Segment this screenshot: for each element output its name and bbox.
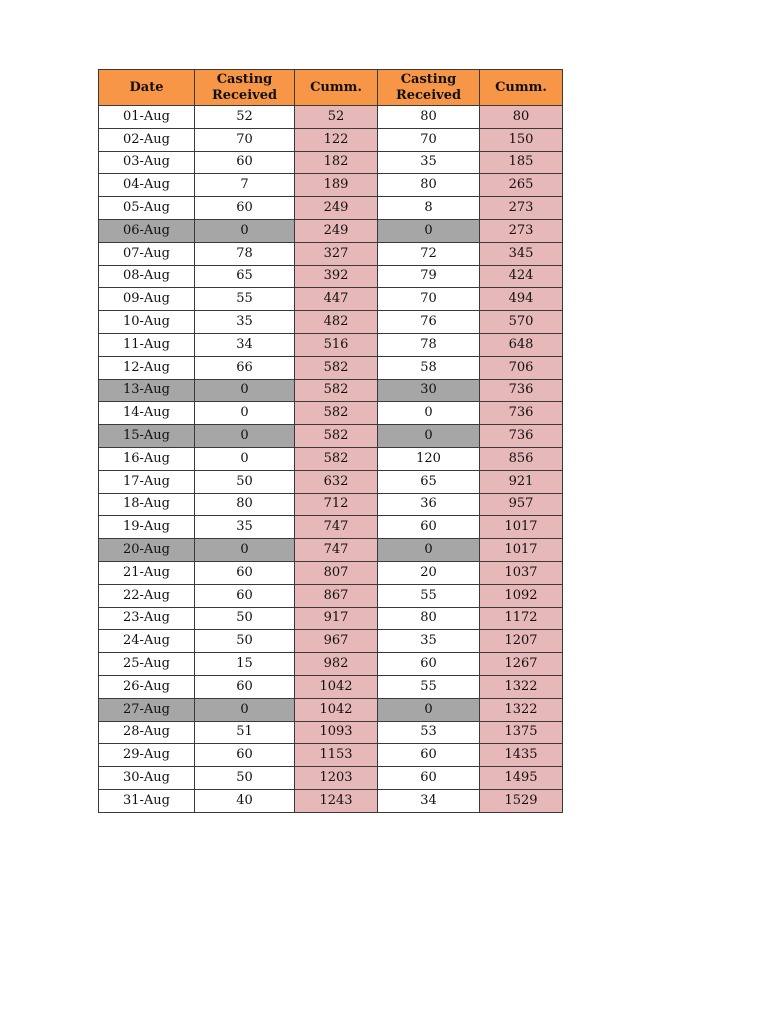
cell-cumulative-1[interactable]: 482 bbox=[295, 311, 378, 334]
cell-casting-received-1[interactable]: 7 bbox=[195, 174, 295, 197]
cell-cumulative-1[interactable]: 1153 bbox=[295, 744, 378, 767]
table-row bbox=[99, 219, 563, 242]
cell-casting-received-2[interactable]: 0 bbox=[378, 425, 480, 448]
cell-cumulative-2[interactable]: 1267 bbox=[480, 653, 563, 676]
cell-date[interactable]: 23-Aug bbox=[99, 607, 195, 630]
cell-cumulative-2[interactable]: 856 bbox=[480, 447, 563, 470]
cell-date[interactable]: 11-Aug bbox=[99, 333, 195, 356]
cell-casting-received-1[interactable]: 15 bbox=[195, 653, 295, 676]
cell-casting-received-1[interactable]: 0 bbox=[195, 698, 295, 721]
cell-casting-received-2[interactable]: 0 bbox=[378, 402, 480, 425]
cell-cumulative-2[interactable]: 1037 bbox=[480, 561, 563, 584]
cell-date[interactable]: 17-Aug bbox=[99, 470, 195, 493]
cell-cumulative-2[interactable]: 1495 bbox=[480, 767, 563, 790]
cell-cumulative-2[interactable]: 648 bbox=[480, 333, 563, 356]
table-row bbox=[99, 242, 563, 265]
cell-casting-received-1[interactable]: 50 bbox=[195, 470, 295, 493]
cell-cumulative-2[interactable]: 1375 bbox=[480, 721, 563, 744]
cell-cumulative-1[interactable]: 807 bbox=[295, 561, 378, 584]
cell-date[interactable]: 01-Aug bbox=[99, 106, 195, 129]
cell-casting-received-2[interactable]: 80 bbox=[378, 106, 480, 129]
cell-cumulative-1[interactable]: 582 bbox=[295, 379, 378, 402]
casting-received-table bbox=[98, 69, 563, 813]
cell-casting-received-1[interactable]: 66 bbox=[195, 356, 295, 379]
cell-casting-received-2[interactable]: 60 bbox=[378, 767, 480, 790]
table-row bbox=[99, 698, 563, 721]
cell-date[interactable]: 07-Aug bbox=[99, 242, 195, 265]
table-row bbox=[99, 197, 563, 220]
cell-cumulative-2[interactable]: 150 bbox=[480, 128, 563, 151]
cell-cumulative-1[interactable]: 982 bbox=[295, 653, 378, 676]
header-date[interactable]: Date bbox=[99, 70, 195, 106]
cell-casting-received-2[interactable]: 70 bbox=[378, 288, 480, 311]
cell-casting-received-2[interactable]: 20 bbox=[378, 561, 480, 584]
cell-cumulative-1[interactable]: 712 bbox=[295, 493, 378, 516]
cell-cumulative-2[interactable]: 424 bbox=[480, 265, 563, 288]
cell-casting-received-2[interactable]: 36 bbox=[378, 493, 480, 516]
cell-cumulative-2[interactable]: 736 bbox=[480, 402, 563, 425]
cell-casting-received-2[interactable]: 58 bbox=[378, 356, 480, 379]
cell-casting-received-2[interactable]: 0 bbox=[378, 539, 480, 562]
cell-date[interactable]: 27-Aug bbox=[99, 698, 195, 721]
table-row bbox=[99, 561, 563, 584]
cell-casting-received-1[interactable]: 50 bbox=[195, 767, 295, 790]
cell-cumulative-2[interactable]: 1207 bbox=[480, 630, 563, 653]
table-row bbox=[99, 379, 563, 402]
cell-date[interactable]: 20-Aug bbox=[99, 539, 195, 562]
cell-date[interactable]: 10-Aug bbox=[99, 311, 195, 334]
cell-casting-received-2[interactable]: 65 bbox=[378, 470, 480, 493]
table-row bbox=[99, 607, 563, 630]
cell-casting-received-1[interactable]: 0 bbox=[195, 402, 295, 425]
cell-cumulative-2[interactable]: 494 bbox=[480, 288, 563, 311]
table-row bbox=[99, 675, 563, 698]
cell-cumulative-1[interactable]: 917 bbox=[295, 607, 378, 630]
cell-date[interactable]: 29-Aug bbox=[99, 744, 195, 767]
cell-cumulative-2[interactable]: 273 bbox=[480, 219, 563, 242]
table-row bbox=[99, 311, 563, 334]
cell-casting-received-2[interactable]: 53 bbox=[378, 721, 480, 744]
cell-date[interactable]: 30-Aug bbox=[99, 767, 195, 790]
cell-cumulative-1[interactable]: 249 bbox=[295, 219, 378, 242]
table-row bbox=[99, 106, 563, 129]
cell-cumulative-2[interactable]: 185 bbox=[480, 151, 563, 174]
cell-casting-received-1[interactable]: 40 bbox=[195, 789, 295, 812]
cell-cumulative-1[interactable]: 1203 bbox=[295, 767, 378, 790]
header-row bbox=[99, 70, 563, 106]
cell-cumulative-2[interactable]: 1529 bbox=[480, 789, 563, 812]
cell-casting-received-1[interactable]: 60 bbox=[195, 675, 295, 698]
cell-cumulative-1[interactable]: 1042 bbox=[295, 698, 378, 721]
table-row bbox=[99, 630, 563, 653]
table-row bbox=[99, 767, 563, 790]
cell-date[interactable]: 03-Aug bbox=[99, 151, 195, 174]
cell-cumulative-1[interactable]: 582 bbox=[295, 425, 378, 448]
header-casting-received-1[interactable]: Casting Received bbox=[195, 70, 295, 106]
cell-cumulative-2[interactable]: 736 bbox=[480, 425, 563, 448]
cell-casting-received-2[interactable]: 0 bbox=[378, 219, 480, 242]
cell-cumulative-1[interactable]: 122 bbox=[295, 128, 378, 151]
cell-casting-received-1[interactable]: 60 bbox=[195, 151, 295, 174]
cell-casting-received-2[interactable]: 55 bbox=[378, 584, 480, 607]
cell-casting-received-1[interactable]: 60 bbox=[195, 744, 295, 767]
cell-cumulative-2[interactable]: 706 bbox=[480, 356, 563, 379]
table-row bbox=[99, 151, 563, 174]
cell-casting-received-2[interactable]: 35 bbox=[378, 630, 480, 653]
cell-casting-received-2[interactable]: 60 bbox=[378, 516, 480, 539]
cell-cumulative-2[interactable]: 957 bbox=[480, 493, 563, 516]
cell-cumulative-1[interactable]: 747 bbox=[295, 539, 378, 562]
cell-cumulative-1[interactable]: 1243 bbox=[295, 789, 378, 812]
header-casting-received-2[interactable]: Casting Received bbox=[378, 70, 480, 106]
cell-casting-received-2[interactable]: 34 bbox=[378, 789, 480, 812]
cell-date[interactable]: 21-Aug bbox=[99, 561, 195, 584]
cell-date[interactable]: 24-Aug bbox=[99, 630, 195, 653]
cell-cumulative-1[interactable]: 447 bbox=[295, 288, 378, 311]
cell-cumulative-1[interactable]: 327 bbox=[295, 242, 378, 265]
table-row bbox=[99, 470, 563, 493]
cell-casting-received-1[interactable]: 55 bbox=[195, 288, 295, 311]
cell-cumulative-2[interactable]: 1172 bbox=[480, 607, 563, 630]
cell-casting-received-2[interactable]: 60 bbox=[378, 744, 480, 767]
cell-cumulative-2[interactable]: 1322 bbox=[480, 698, 563, 721]
cell-cumulative-2[interactable]: 1435 bbox=[480, 744, 563, 767]
table-row bbox=[99, 425, 563, 448]
table-row bbox=[99, 493, 563, 516]
cell-casting-received-2[interactable]: 60 bbox=[378, 653, 480, 676]
cell-cumulative-1[interactable]: 516 bbox=[295, 333, 378, 356]
cell-cumulative-2[interactable]: 921 bbox=[480, 470, 563, 493]
cell-cumulative-1[interactable]: 1042 bbox=[295, 675, 378, 698]
table-row bbox=[99, 402, 563, 425]
cell-date[interactable]: 13-Aug bbox=[99, 379, 195, 402]
cell-cumulative-2[interactable]: 1092 bbox=[480, 584, 563, 607]
cell-cumulative-1[interactable]: 249 bbox=[295, 197, 378, 220]
cell-casting-received-1[interactable]: 60 bbox=[195, 197, 295, 220]
table-row bbox=[99, 128, 563, 151]
cell-casting-received-1[interactable]: 34 bbox=[195, 333, 295, 356]
cell-casting-received-2[interactable]: 30 bbox=[378, 379, 480, 402]
cell-date[interactable]: 08-Aug bbox=[99, 265, 195, 288]
cell-date[interactable]: 18-Aug bbox=[99, 493, 195, 516]
cell-date[interactable]: 25-Aug bbox=[99, 653, 195, 676]
cell-casting-received-2[interactable]: 0 bbox=[378, 698, 480, 721]
table-body bbox=[99, 106, 563, 813]
cell-date[interactable]: 14-Aug bbox=[99, 402, 195, 425]
cell-date[interactable]: 22-Aug bbox=[99, 584, 195, 607]
cell-casting-received-2[interactable]: 72 bbox=[378, 242, 480, 265]
cell-date[interactable]: 05-Aug bbox=[99, 197, 195, 220]
cell-cumulative-1[interactable]: 182 bbox=[295, 151, 378, 174]
cell-casting-received-2[interactable]: 8 bbox=[378, 197, 480, 220]
cell-cumulative-2[interactable]: 1322 bbox=[480, 675, 563, 698]
cell-cumulative-2[interactable]: 1017 bbox=[480, 539, 563, 562]
cell-date[interactable]: 12-Aug bbox=[99, 356, 195, 379]
cell-casting-received-1[interactable]: 80 bbox=[195, 493, 295, 516]
cell-casting-received-2[interactable]: 76 bbox=[378, 311, 480, 334]
cell-casting-received-2[interactable]: 55 bbox=[378, 675, 480, 698]
table-row bbox=[99, 356, 563, 379]
cell-cumulative-1[interactable]: 632 bbox=[295, 470, 378, 493]
table-row bbox=[99, 447, 563, 470]
cell-casting-received-2[interactable]: 80 bbox=[378, 607, 480, 630]
cell-casting-received-2[interactable]: 78 bbox=[378, 333, 480, 356]
cell-casting-received-1[interactable]: 52 bbox=[195, 106, 295, 129]
cell-cumulative-1[interactable]: 582 bbox=[295, 356, 378, 379]
table-row bbox=[99, 744, 563, 767]
cell-cumulative-1[interactable]: 747 bbox=[295, 516, 378, 539]
cell-date[interactable]: 09-Aug bbox=[99, 288, 195, 311]
cell-casting-received-1[interactable]: 50 bbox=[195, 630, 295, 653]
cell-date[interactable]: 02-Aug bbox=[99, 128, 195, 151]
header-cumulative-2[interactable]: Cumm. bbox=[480, 70, 563, 106]
cell-casting-received-1[interactable]: 60 bbox=[195, 561, 295, 584]
table-row bbox=[99, 721, 563, 744]
cell-date[interactable]: 16-Aug bbox=[99, 447, 195, 470]
cell-cumulative-2[interactable]: 345 bbox=[480, 242, 563, 265]
cell-cumulative-1[interactable]: 52 bbox=[295, 106, 378, 129]
cell-cumulative-1[interactable]: 189 bbox=[295, 174, 378, 197]
cell-cumulative-2[interactable]: 80 bbox=[480, 106, 563, 129]
cell-cumulative-2[interactable]: 570 bbox=[480, 311, 563, 334]
cell-date[interactable]: 19-Aug bbox=[99, 516, 195, 539]
cell-cumulative-1[interactable]: 967 bbox=[295, 630, 378, 653]
cell-casting-received-1[interactable]: 78 bbox=[195, 242, 295, 265]
cell-casting-received-1[interactable]: 35 bbox=[195, 516, 295, 539]
table-row bbox=[99, 288, 563, 311]
header-cumulative-1[interactable]: Cumm. bbox=[295, 70, 378, 106]
cell-date[interactable]: 06-Aug bbox=[99, 219, 195, 242]
cell-date[interactable]: 04-Aug bbox=[99, 174, 195, 197]
cell-casting-received-1[interactable]: 0 bbox=[195, 425, 295, 448]
cell-casting-received-2[interactable]: 79 bbox=[378, 265, 480, 288]
cell-casting-received-2[interactable]: 80 bbox=[378, 174, 480, 197]
cell-casting-received-1[interactable]: 0 bbox=[195, 219, 295, 242]
cell-cumulative-2[interactable]: 265 bbox=[480, 174, 563, 197]
cell-cumulative-1[interactable]: 582 bbox=[295, 402, 378, 425]
cell-date[interactable]: 31-Aug bbox=[99, 789, 195, 812]
cell-casting-received-1[interactable]: 70 bbox=[195, 128, 295, 151]
table-row bbox=[99, 539, 563, 562]
cell-cumulative-2[interactable]: 273 bbox=[480, 197, 563, 220]
cell-cumulative-2[interactable]: 736 bbox=[480, 379, 563, 402]
cell-casting-received-1[interactable]: 0 bbox=[195, 379, 295, 402]
cell-casting-received-1[interactable]: 60 bbox=[195, 584, 295, 607]
cell-casting-received-2[interactable]: 35 bbox=[378, 151, 480, 174]
cell-casting-received-2[interactable]: 120 bbox=[378, 447, 480, 470]
cell-cumulative-1[interactable]: 1093 bbox=[295, 721, 378, 744]
table-row bbox=[99, 584, 563, 607]
table-row bbox=[99, 265, 563, 288]
table-row bbox=[99, 333, 563, 356]
cell-casting-received-2[interactable]: 70 bbox=[378, 128, 480, 151]
table-row bbox=[99, 516, 563, 539]
cell-cumulative-2[interactable]: 1017 bbox=[480, 516, 563, 539]
cell-cumulative-1[interactable]: 392 bbox=[295, 265, 378, 288]
cell-casting-received-1[interactable]: 0 bbox=[195, 447, 295, 470]
table-row bbox=[99, 653, 563, 676]
cell-date[interactable]: 28-Aug bbox=[99, 721, 195, 744]
cell-cumulative-1[interactable]: 582 bbox=[295, 447, 378, 470]
table-row bbox=[99, 174, 563, 197]
cell-cumulative-1[interactable]: 867 bbox=[295, 584, 378, 607]
table-header bbox=[99, 70, 563, 106]
table-row bbox=[99, 789, 563, 812]
cell-casting-received-1[interactable]: 35 bbox=[195, 311, 295, 334]
cell-casting-received-1[interactable]: 51 bbox=[195, 721, 295, 744]
cell-date[interactable]: 26-Aug bbox=[99, 675, 195, 698]
cell-casting-received-1[interactable]: 50 bbox=[195, 607, 295, 630]
cell-casting-received-1[interactable]: 65 bbox=[195, 265, 295, 288]
cell-date[interactable]: 15-Aug bbox=[99, 425, 195, 448]
cell-casting-received-1[interactable]: 0 bbox=[195, 539, 295, 562]
